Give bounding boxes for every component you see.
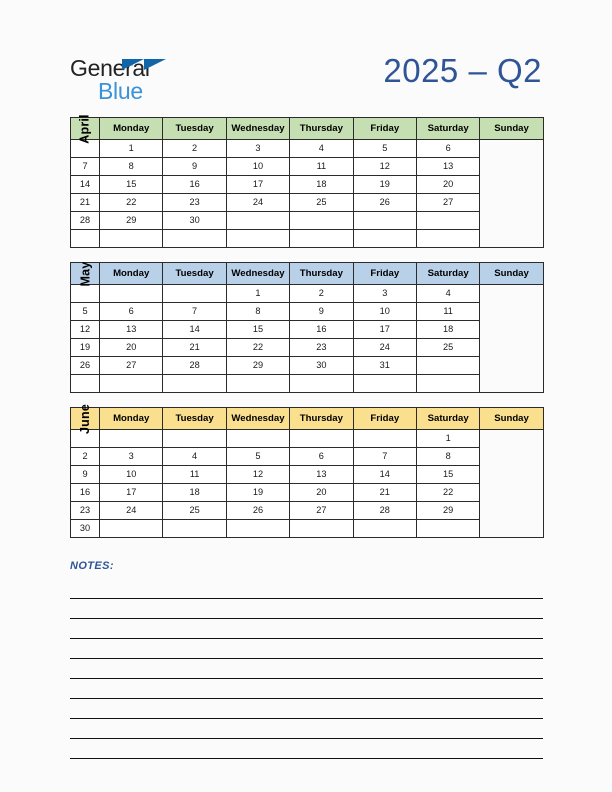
week-row — [71, 303, 544, 321]
empty-day-cell[interactable] — [290, 430, 353, 448]
day-cell-june-6[interactable]: 6 — [290, 448, 353, 466]
day-cell-may-30[interactable]: 30 — [290, 357, 353, 375]
notes-section — [70, 560, 543, 759]
note-line[interactable] — [70, 639, 543, 659]
page-title: 2025 – Q2 — [383, 52, 542, 89]
day-cell-april-30[interactable]: 30 — [163, 212, 226, 230]
month-block-june — [70, 403, 543, 538]
logo-triangle-icon — [144, 59, 166, 81]
month-label-may — [71, 263, 100, 285]
weekday-header-tuesday: Tuesday — [163, 118, 226, 140]
month-label-text: June — [78, 403, 93, 434]
day-cell-april-17[interactable]: 17 — [226, 176, 289, 194]
day-cell-may-3[interactable]: 3 — [353, 285, 416, 303]
empty-day-cell[interactable] — [163, 375, 226, 393]
notes-lines — [70, 579, 543, 759]
page-header — [0, 0, 612, 110]
day-cell-april-29[interactable]: 29 — [100, 212, 163, 230]
day-cell-april-13[interactable]: 13 — [416, 158, 479, 176]
day-cell-june-29[interactable]: 29 — [416, 502, 479, 520]
day-cell-may-1[interactable]: 1 — [226, 285, 289, 303]
day-cell-june-9[interactable]: 9 — [71, 466, 100, 484]
empty-day-cell[interactable] — [290, 520, 353, 538]
empty-day-cell[interactable] — [163, 430, 226, 448]
day-cell-may-21[interactable]: 21 — [163, 339, 226, 357]
month-label-text: April — [78, 113, 93, 144]
empty-day-cell[interactable] — [290, 375, 353, 393]
month-label-april — [71, 113, 100, 144]
day-cell-april-18[interactable]: 18 — [290, 176, 353, 194]
weekday-header-sunday: Sunday — [480, 263, 543, 285]
weekday-header-thursday: Thursday — [290, 408, 353, 430]
empty-day-cell[interactable] — [416, 520, 479, 538]
week-row — [71, 520, 544, 538]
week-row — [71, 176, 544, 194]
day-cell-may-31[interactable]: 31 — [353, 357, 416, 375]
weekday-header-tuesday: Tuesday — [163, 263, 226, 285]
week-row — [71, 230, 544, 248]
day-cell-april-4[interactable]: 4 — [290, 140, 353, 158]
day-cell-april-22[interactable]: 22 — [100, 194, 163, 212]
empty-day-cell[interactable] — [226, 212, 289, 230]
day-cell-june-7[interactable]: 7 — [353, 448, 416, 466]
empty-day-cell[interactable] — [353, 230, 416, 248]
empty-day-cell[interactable] — [416, 357, 479, 375]
week-row — [71, 140, 544, 158]
day-cell-june-15[interactable]: 15 — [416, 466, 479, 484]
empty-day-cell[interactable] — [163, 285, 226, 303]
day-cell-june-30[interactable]: 30 — [71, 520, 100, 538]
day-cell-april-10[interactable]: 10 — [226, 158, 289, 176]
empty-day-cell[interactable] — [353, 520, 416, 538]
day-cell-june-3[interactable]: 3 — [100, 448, 163, 466]
week-row — [71, 375, 544, 393]
empty-day-cell[interactable] — [71, 285, 100, 303]
week-row — [71, 321, 544, 339]
logo-text-general: General — [70, 55, 150, 81]
day-cell-june-16[interactable]: 16 — [71, 484, 100, 502]
empty-day-cell[interactable] — [100, 520, 163, 538]
month-block-may — [70, 262, 543, 393]
note-line[interactable] — [70, 599, 543, 619]
month-label-june — [71, 403, 100, 434]
day-cell-may-6[interactable]: 6 — [100, 303, 163, 321]
weekday-header-friday: Friday — [353, 263, 416, 285]
weekday-header-monday: Monday — [100, 118, 163, 140]
day-cell-april-1[interactable]: 1 — [100, 140, 163, 158]
day-cell-april-3[interactable]: 3 — [226, 140, 289, 158]
day-cell-april-27[interactable]: 27 — [416, 194, 479, 212]
empty-day-cell[interactable] — [226, 230, 289, 248]
day-cell-april-16[interactable]: 16 — [163, 176, 226, 194]
day-cell-may-24[interactable]: 24 — [353, 339, 416, 357]
weekday-header-friday: Friday — [353, 408, 416, 430]
day-cell-june-4[interactable]: 4 — [163, 448, 226, 466]
empty-day-cell[interactable] — [353, 212, 416, 230]
day-cell-may-15[interactable]: 15 — [226, 321, 289, 339]
empty-day-cell[interactable] — [290, 212, 353, 230]
weekday-header-row — [71, 118, 544, 140]
day-cell-june-1[interactable]: 1 — [416, 430, 479, 448]
day-cell-april-2[interactable]: 2 — [163, 140, 226, 158]
empty-day-cell[interactable] — [100, 230, 163, 248]
month-label-text: May — [77, 261, 92, 286]
day-cell-may-14[interactable]: 14 — [163, 321, 226, 339]
empty-day-cell[interactable] — [163, 520, 226, 538]
weekday-header-tuesday: Tuesday — [163, 408, 226, 430]
day-cell-april-26[interactable]: 26 — [353, 194, 416, 212]
empty-day-cell[interactable] — [416, 375, 479, 393]
weekday-header-saturday: Saturday — [416, 408, 479, 430]
day-cell-may-12[interactable]: 12 — [71, 321, 100, 339]
day-cell-june-20[interactable]: 20 — [290, 484, 353, 502]
day-cell-april-14[interactable]: 14 — [71, 176, 100, 194]
week-row — [71, 285, 544, 303]
empty-day-cell[interactable] — [71, 375, 100, 393]
weekday-header-wednesday: Wednesday — [226, 408, 289, 430]
day-cell-june-5[interactable]: 5 — [226, 448, 289, 466]
day-cell-june-21[interactable]: 21 — [353, 484, 416, 502]
day-cell-april-28[interactable]: 28 — [71, 212, 100, 230]
day-cell-june-24[interactable]: 24 — [100, 502, 163, 520]
day-cell-may-16[interactable]: 16 — [290, 321, 353, 339]
day-cell-may-26[interactable]: 26 — [71, 357, 100, 375]
day-cell-april-8[interactable]: 8 — [100, 158, 163, 176]
empty-day-cell[interactable] — [226, 430, 289, 448]
week-row — [71, 212, 544, 230]
day-cell-may-4[interactable]: 4 — [416, 285, 479, 303]
week-row — [71, 448, 544, 466]
calendar-table-may — [70, 262, 544, 393]
day-cell-april-15[interactable]: 15 — [100, 176, 163, 194]
day-cell-may-5[interactable]: 5 — [71, 303, 100, 321]
day-cell-june-14[interactable]: 14 — [353, 466, 416, 484]
empty-day-cell[interactable] — [290, 230, 353, 248]
weekday-header-thursday: Thursday — [290, 118, 353, 140]
day-cell-june-18[interactable]: 18 — [163, 484, 226, 502]
day-cell-april-12[interactable]: 12 — [353, 158, 416, 176]
day-cell-june-11[interactable]: 11 — [163, 466, 226, 484]
weekday-header-saturday: Saturday — [416, 263, 479, 285]
weekday-header-monday: Monday — [100, 408, 163, 430]
empty-day-cell[interactable] — [163, 230, 226, 248]
weekday-header-monday: Monday — [100, 263, 163, 285]
day-cell-june-27[interactable]: 27 — [290, 502, 353, 520]
empty-day-cell[interactable] — [100, 430, 163, 448]
day-cell-may-18[interactable]: 18 — [416, 321, 479, 339]
day-cell-june-19[interactable]: 19 — [226, 484, 289, 502]
note-line[interactable] — [70, 719, 543, 739]
weekday-header-sunday: Sunday — [480, 408, 543, 430]
weekday-header-thursday: Thursday — [290, 263, 353, 285]
calendar-table-june — [70, 403, 544, 538]
day-cell-may-19[interactable]: 19 — [71, 339, 100, 357]
day-cell-may-2[interactable]: 2 — [290, 285, 353, 303]
general-blue-logo — [70, 55, 200, 105]
note-line[interactable] — [70, 699, 543, 719]
day-cell-june-17[interactable]: 17 — [100, 484, 163, 502]
day-cell-june-26[interactable]: 26 — [226, 502, 289, 520]
note-line[interactable] — [70, 659, 543, 679]
calendar-table-april — [70, 113, 544, 248]
day-cell-may-28[interactable]: 28 — [163, 357, 226, 375]
empty-day-cell[interactable] — [226, 520, 289, 538]
day-cell-may-29[interactable]: 29 — [226, 357, 289, 375]
week-row — [71, 502, 544, 520]
day-cell-may-20[interactable]: 20 — [100, 339, 163, 357]
day-cell-may-7[interactable]: 7 — [163, 303, 226, 321]
day-cell-april-23[interactable]: 23 — [163, 194, 226, 212]
empty-day-cell[interactable] — [416, 212, 479, 230]
day-cell-may-8[interactable]: 8 — [226, 303, 289, 321]
day-cell-april-7[interactable]: 7 — [71, 158, 100, 176]
note-line[interactable] — [70, 739, 543, 759]
week-row — [71, 466, 544, 484]
day-cell-april-9[interactable]: 9 — [163, 158, 226, 176]
weekday-header-saturday: Saturday — [416, 118, 479, 140]
week-row — [71, 158, 544, 176]
day-cell-may-25[interactable]: 25 — [416, 339, 479, 357]
day-cell-june-2[interactable]: 2 — [71, 448, 100, 466]
empty-day-cell[interactable] — [353, 375, 416, 393]
day-cell-june-10[interactable]: 10 — [100, 466, 163, 484]
day-cell-april-25[interactable]: 25 — [290, 194, 353, 212]
day-cell-june-23[interactable]: 23 — [71, 502, 100, 520]
day-cell-april-19[interactable]: 19 — [353, 176, 416, 194]
week-row — [71, 194, 544, 212]
empty-day-cell[interactable] — [226, 375, 289, 393]
day-cell-june-8[interactable]: 8 — [416, 448, 479, 466]
weekday-header-friday: Friday — [353, 118, 416, 140]
day-cell-april-20[interactable]: 20 — [416, 176, 479, 194]
weekday-header-sunday: Sunday — [480, 118, 543, 140]
day-cell-may-23[interactable]: 23 — [290, 339, 353, 357]
day-cell-may-13[interactable]: 13 — [100, 321, 163, 339]
note-line[interactable] — [70, 679, 543, 699]
weekday-header-row — [71, 263, 544, 285]
day-cell-may-9[interactable]: 9 — [290, 303, 353, 321]
day-cell-june-13[interactable]: 13 — [290, 466, 353, 484]
day-cell-june-12[interactable]: 12 — [226, 466, 289, 484]
day-cell-may-11[interactable]: 11 — [416, 303, 479, 321]
weekday-header-row — [71, 408, 544, 430]
month-block-april — [70, 113, 543, 248]
empty-day-cell[interactable] — [100, 375, 163, 393]
empty-day-cell[interactable] — [71, 230, 100, 248]
day-cell-may-22[interactable]: 22 — [226, 339, 289, 357]
week-row — [71, 430, 544, 448]
day-cell-april-6[interactable]: 6 — [416, 140, 479, 158]
weekday-header-wednesday: Wednesday — [226, 263, 289, 285]
day-cell-june-28[interactable]: 28 — [353, 502, 416, 520]
day-cell-may-27[interactable]: 27 — [100, 357, 163, 375]
empty-day-cell[interactable] — [416, 230, 479, 248]
note-line[interactable] — [70, 619, 543, 639]
day-cell-april-21[interactable]: 21 — [71, 194, 100, 212]
empty-day-cell[interactable] — [100, 285, 163, 303]
day-cell-april-5[interactable]: 5 — [353, 140, 416, 158]
day-cell-may-17[interactable]: 17 — [353, 321, 416, 339]
week-row — [71, 339, 544, 357]
week-row — [71, 484, 544, 502]
weekday-header-wednesday: Wednesday — [226, 118, 289, 140]
day-cell-april-24[interactable]: 24 — [226, 194, 289, 212]
day-cell-june-22[interactable]: 22 — [416, 484, 479, 502]
note-line[interactable] — [70, 579, 543, 599]
week-row — [71, 357, 544, 375]
day-cell-may-10[interactable]: 10 — [353, 303, 416, 321]
day-cell-june-25[interactable]: 25 — [163, 502, 226, 520]
empty-day-cell[interactable] — [353, 430, 416, 448]
logo-text-blue: Blue — [98, 78, 143, 104]
day-cell-april-11[interactable]: 11 — [290, 158, 353, 176]
notes-label: NOTES: — [70, 560, 114, 572]
